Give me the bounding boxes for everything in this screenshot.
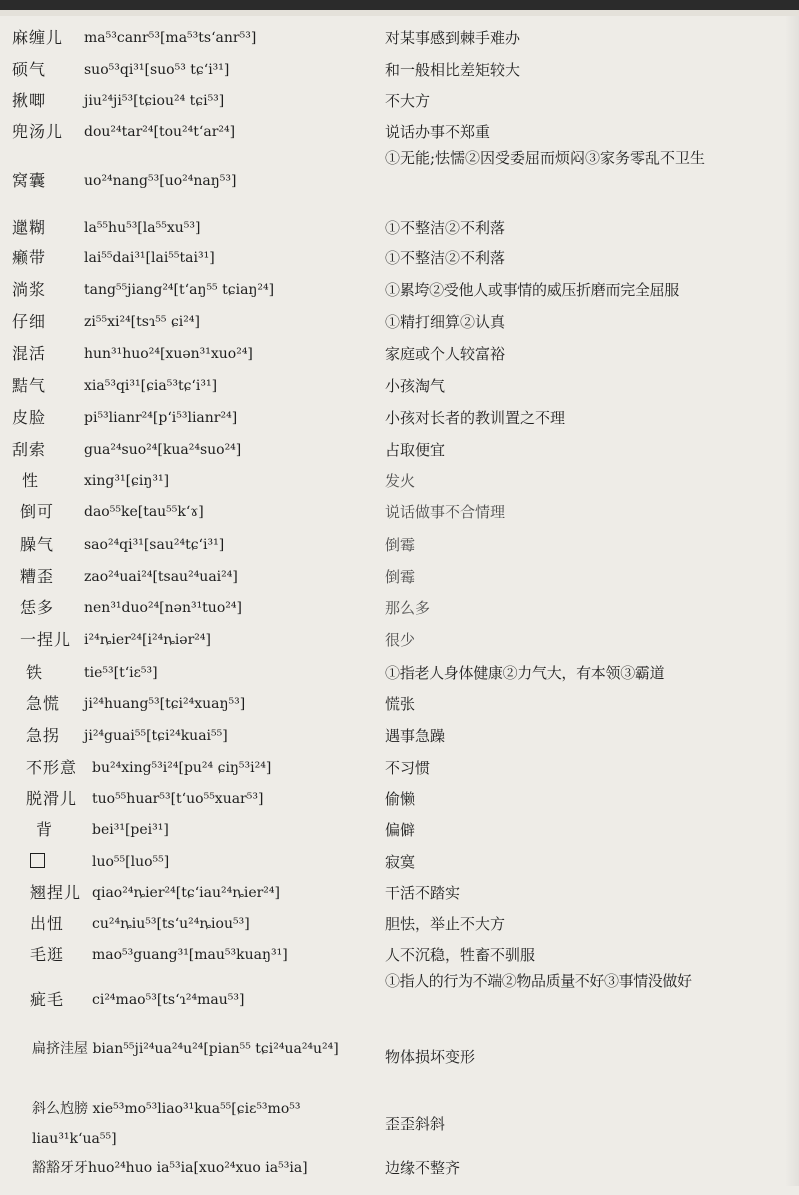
entry-meaning: 慌张 <box>385 695 416 713</box>
entry-word: 脱滑儿 <box>26 789 78 808</box>
entry-word: 不形意 <box>26 758 78 777</box>
entry-pronunciation: jiu²⁴ji⁵³[tɕiou²⁴ tɕi⁵³] <box>84 93 225 109</box>
entry-word: 臊气 <box>20 535 55 554</box>
entry-word: 硕气 <box>12 60 47 79</box>
entry-word: 糟歪 <box>20 567 55 586</box>
entry-meaning: 占取便宜 <box>385 441 446 459</box>
entry-pronunciation: suo⁵³qi³¹[suo⁵³ tɕ‘i³¹] <box>84 62 230 78</box>
entry-word: 疵毛 <box>30 990 65 1009</box>
entry-pronunciation: bei³¹[pei³¹] <box>92 822 169 838</box>
entry-word: 急拐 <box>26 726 61 745</box>
entry-word: 癞带 <box>12 248 47 267</box>
entry-word: 性 <box>22 471 40 490</box>
entry-word: 背 <box>36 820 54 839</box>
entry-word: 淌浆 <box>12 280 47 299</box>
entry-meaning: 不大方 <box>385 92 431 110</box>
entry-word: 毛逛 <box>30 945 65 964</box>
entry-meaning: 倒霉 <box>385 568 416 586</box>
entry-pronunciation: dao⁵⁵ke[tau⁵⁵k‘ɤ] <box>84 504 204 520</box>
entry-pronunciation: nen³¹duo²⁴[nən³¹tuo²⁴] <box>84 600 242 616</box>
entry-meaning: 倒霉 <box>385 536 416 554</box>
entry-meaning: 发火 <box>385 472 416 490</box>
entry-meaning: 那么多 <box>385 599 431 617</box>
entry-meaning: 不习惯 <box>385 759 431 777</box>
entry-word: 刮索 <box>12 440 47 459</box>
entry-meaning: 干活不踏实 <box>385 884 461 902</box>
page-top-strip <box>0 10 799 16</box>
entry-word-pronunciation: 豁豁牙牙huo²⁴huo ia⁵³ia[xuo²⁴xuo ia⁵³ia] <box>32 1160 308 1176</box>
entry-pronunciation: zao²⁴uai²⁴[tsau²⁴uai²⁴] <box>84 569 238 585</box>
entry-word: 一捏儿 <box>20 630 72 649</box>
entry-pronunciation: mao⁵³guang³¹[mau⁵³kuaŋ³¹] <box>92 947 288 963</box>
entry-meaning: ①累垮②受他人或事情的威压折磨而完全屈服 <box>385 281 680 299</box>
entry-word: 邋糊 <box>12 218 47 237</box>
entry-word: 翘捏儿 <box>30 883 82 902</box>
entry-meaning: ①指人的行为不端②物品质量不好③事情没做好 <box>385 972 692 990</box>
page-top-edge <box>0 0 799 10</box>
entry-meaning: 偷懒 <box>385 790 416 808</box>
entry-meaning: 物体损坏变形 <box>385 1048 476 1066</box>
entry-word: 出忸 <box>30 914 65 933</box>
entry-meaning: 小孩淘气 <box>385 377 446 395</box>
entry-meaning: ①指老人身体健康②力气大，有本领③霸道 <box>385 664 665 682</box>
entry-word: 倒可 <box>20 502 55 521</box>
entry-word: 揪唧 <box>12 91 47 110</box>
entry-pronunciation: hun³¹huo²⁴[xuən³¹xuo²⁴] <box>84 346 253 362</box>
entry-pronunciation: tang⁵⁵jiang²⁴[t‘aŋ⁵⁵ tɕiaŋ²⁴] <box>84 282 275 298</box>
entry-meaning: ①精打细算②认真 <box>385 313 506 331</box>
missing-character-box <box>30 853 45 868</box>
entry-word: 麻缠儿 <box>12 28 64 47</box>
entry-meaning: ①不整洁②不利落 <box>385 219 506 237</box>
entry-meaning: 说话做事不合情理 <box>385 503 506 521</box>
entry-pronunciation: ji²⁴huang⁵³[tɕi²⁴xuaŋ⁵³] <box>84 696 246 712</box>
entry-meaning: 小孩对长者的教训置之不理 <box>385 409 566 427</box>
entry-meaning: 很少 <box>385 631 416 649</box>
entry-pronunciation: lai⁵⁵dai³¹[lai⁵⁵tai³¹] <box>84 250 215 266</box>
entry-word: 混活 <box>12 344 47 363</box>
entry-meaning: 对某事感到棘手难办 <box>385 29 521 47</box>
entry-pronunciation: xia⁵³qi³¹[ɕia⁵³tɕ‘i³¹] <box>84 378 218 394</box>
entry-meaning: 歪歪斜斜 <box>385 1115 446 1133</box>
entry-meaning: 偏僻 <box>385 821 416 839</box>
entry-pronunciation: uo²⁴nang⁵³[uo²⁴naŋ⁵³] <box>84 173 237 189</box>
entry-meaning: 和一般相比差矩较大 <box>385 61 521 79</box>
entry-word: 皮脸 <box>12 408 47 427</box>
entry-pronunciation: ma⁵³canr⁵³[ma⁵³ts‘anr⁵³] <box>84 30 257 46</box>
entry-word: 恁多 <box>20 598 55 617</box>
entry-pronunciation: luo⁵⁵[luo⁵⁵] <box>92 854 170 870</box>
entry-word: 兜汤儿 <box>12 122 64 141</box>
entry-pronunciation: la⁵⁵hu⁵³[la⁵⁵xu⁵³] <box>84 220 201 236</box>
entry-word: 窝囊 <box>12 171 47 190</box>
entry-pronunciation: xing³¹[ɕiŋ³¹] <box>84 473 170 489</box>
entry-word-pronunciation: 斜么尥膀 xie⁵³mo⁵³liao³¹kua⁵⁵[ɕiɛ⁵³mo⁵³ liau³¹k‘ua⁵⁵] <box>32 1101 301 1147</box>
entry-meaning: 遇事急躁 <box>385 727 446 745</box>
entry-pronunciation: dou²⁴tar²⁴[tou²⁴t‘ar²⁴] <box>84 124 236 140</box>
entry-word: 黠气 <box>12 376 47 395</box>
entry-word-pronunciation: 扁挤洼屋 bian⁵⁵ji²⁴ua²⁴u²⁴[pian⁵⁵ tɕi²⁴ua²⁴u²⁴] <box>32 1041 339 1057</box>
entry-meaning: 胆怯，举止不大方 <box>385 915 506 933</box>
entry-meaning: 人不沉稳，牲畜不驯服 <box>385 946 536 964</box>
entry-pronunciation: tuo⁵⁵huar⁵³[t‘uo⁵⁵xuar⁵³] <box>92 791 264 807</box>
entry-meaning: 寂寞 <box>385 853 416 871</box>
entry-pronunciation: gua²⁴suo²⁴[kua²⁴suo²⁴] <box>84 442 242 458</box>
right-edge-shadow <box>785 16 799 1186</box>
entry-word: 仔细 <box>12 312 47 331</box>
entry-word: 铁 <box>26 663 44 682</box>
entry-meaning: 说话办事不郑重 <box>385 123 491 141</box>
entry-pronunciation: zi⁵⁵xi²⁴[tsɿ⁵⁵ ɕi²⁴] <box>84 314 200 330</box>
entry-pronunciation: cu²⁴ȵiu⁵³[ts‘u²⁴ȵiou⁵³] <box>92 916 250 932</box>
entry-pronunciation: i²⁴ȵier²⁴[i²⁴ȵiər²⁴] <box>84 632 211 648</box>
entry-meaning: ①不整洁②不利落 <box>385 249 506 267</box>
entry-pronunciation: sao²⁴qi³¹[sau²⁴tɕ‘i³¹] <box>84 537 225 553</box>
entry-meaning: 边缘不整齐 <box>385 1159 461 1177</box>
entry-word <box>30 852 45 872</box>
entry-pronunciation: ci²⁴mao⁵³[ts‘ɿ²⁴mau⁵³] <box>92 992 245 1008</box>
entry-meaning: 家庭或个人较富裕 <box>385 345 506 363</box>
entry-pronunciation: tie⁵³[t‘iɛ⁵³] <box>84 665 158 681</box>
entry-pronunciation: pi⁵³lianr²⁴[p‘i⁵³lianr²⁴] <box>84 410 238 426</box>
entry-pronunciation: ji²⁴guai⁵⁵[tɕi²⁴kuai⁵⁵] <box>84 728 228 744</box>
entry-word: 急慌 <box>26 694 61 713</box>
entry-meaning: ①无能;怯懦②因受委屈而烦闷③家务零乱不卫生 <box>385 149 706 167</box>
entry-pronunciation: qiao²⁴ȵier²⁴[tɕ‘iau²⁴ȵier²⁴] <box>92 885 280 901</box>
entry-pronunciation: bu²⁴xing⁵³i²⁴[pu²⁴ ɕiŋ⁵³i²⁴] <box>92 760 272 776</box>
